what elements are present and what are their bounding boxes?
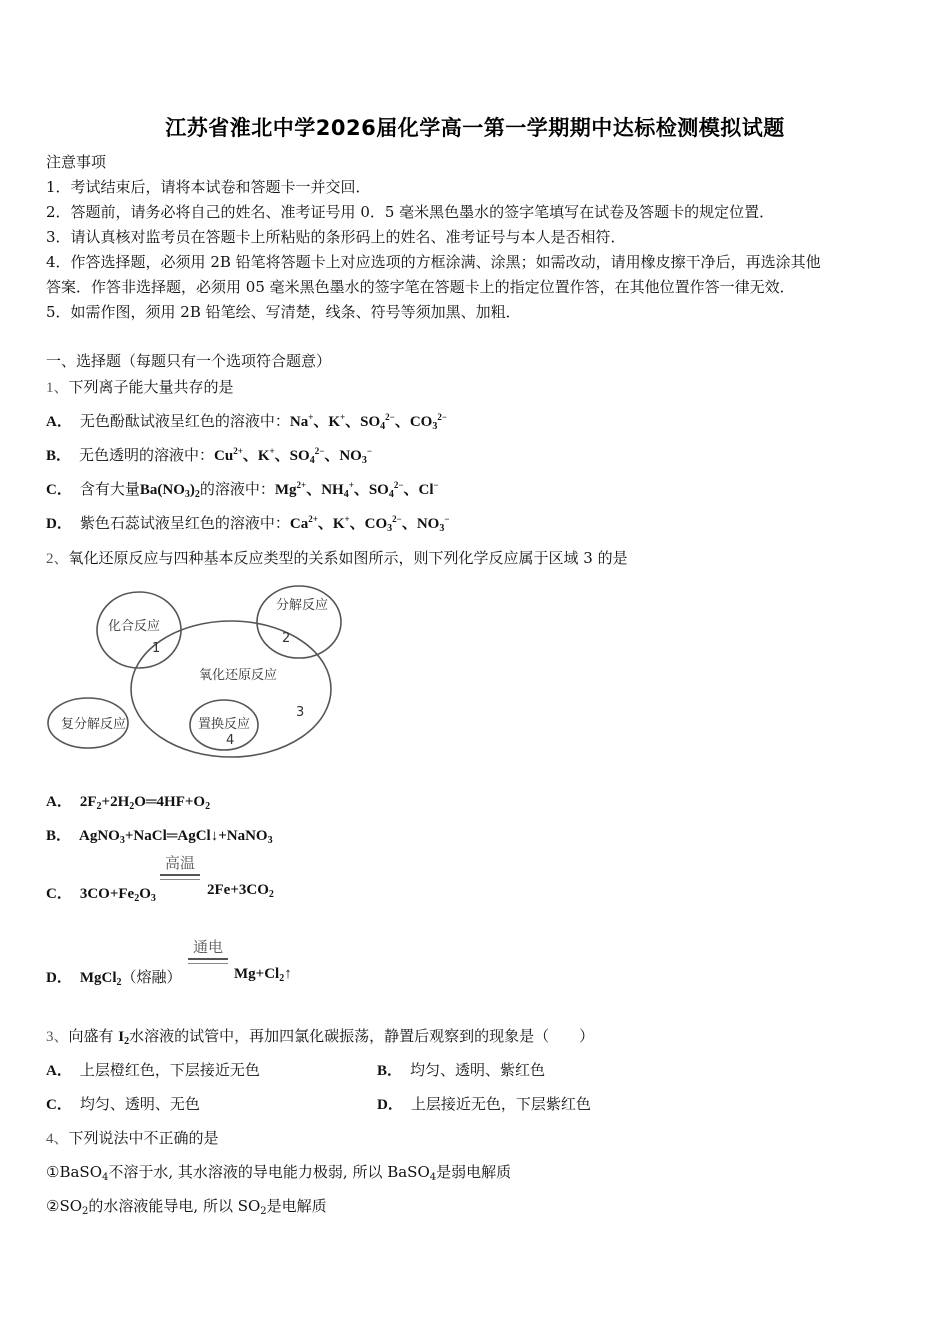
note-item: 3．请认真核对监考员在答题卡上所粘贴的条形码上的姓名、准考证号与本人是否相符． — [46, 228, 626, 246]
reaction-relationship-diagram — [44, 582, 349, 760]
equation-reactants: $3CO+Fe_2O_3$ — [79, 886, 156, 904]
q1-option-b[interactable] — [46, 444, 372, 466]
equation-reactants: MgCl$_2$ — [79, 970, 122, 988]
question-number: 3、 — [46, 1029, 69, 1045]
option-label: D． — [46, 970, 72, 986]
q1-option-a[interactable] — [46, 410, 447, 432]
option-text: 上层橙红色，下层接近无色 — [79, 1061, 260, 1079]
label-decomposition: 分解反应 — [276, 598, 329, 613]
reaction-condition-high-temp — [160, 852, 200, 880]
condition-text: 通电 — [192, 938, 223, 956]
label-redox: 氧化还原反应 — [199, 668, 278, 683]
formula-text: BaSO — [59, 1163, 102, 1181]
note-item: 4．作答选择题，必须用 2B 铅笔将答题卡上对应选项的方框涂满、涂黑；如需改动，请用橡皮擦干净后，再选涂其他 — [46, 253, 821, 271]
equals-bar — [188, 958, 228, 964]
q3-option-c[interactable] — [46, 1093, 200, 1114]
option-text: 无色透明的溶液中： — [79, 446, 215, 464]
q2-option-a[interactable] — [46, 790, 210, 812]
question-number: 4、 — [46, 1131, 69, 1147]
note-item: 1．考试结束后，请将本试卷和答题卡一并交回． — [46, 178, 371, 196]
statement-mark: ② — [46, 1197, 60, 1215]
option-text: 上层接近无色，下层紫红色 — [410, 1095, 591, 1113]
q2-option-d[interactable] — [46, 966, 182, 988]
ion-formula: $Mg^{2+}$、$NH_4^+$、$SO_4^{2-}$、Cl− — [274, 480, 439, 500]
q3-option-b[interactable] — [377, 1059, 545, 1080]
note-item: 5．如需作图，须用 2B 铅笔绘、写清楚，线条、符号等须加黑、加粗． — [46, 303, 521, 321]
option-text: 均匀、透明、无色 — [79, 1095, 200, 1113]
iodine-formula: $I_2$ — [118, 1029, 130, 1047]
equation: $2F_2+2H_2O═4HF+O_2$ — [79, 794, 211, 812]
note-item: 2．答题前，请务必将自己的姓名、准考证号用 0．5 毫米黑色墨水的签字笔填写在试卷及答题卡的规定位置． — [46, 203, 775, 221]
statement-text: 的水溶液能导电, 所以 SO — [88, 1197, 261, 1215]
section-heading: 一、选择题（每题只有一个选项符合题意） — [46, 352, 332, 370]
equals-bar — [160, 874, 200, 880]
option-text: 紫色石蕊试液呈红色的溶液中： — [79, 514, 290, 532]
region-2: 2 — [282, 631, 291, 646]
condition-text: 高温 — [164, 854, 195, 872]
equation-products: $2Fe+3CO_2$ — [207, 882, 274, 900]
statement-mark: ① — [46, 1163, 60, 1181]
question-1-stem — [46, 376, 234, 397]
q4-statement-1: ①BaSO$_4$不溶于水, 其水溶液的导电能力极弱, 所以 BaSO$_4$是弱电解质 — [46, 1163, 512, 1183]
formula-text: SO — [59, 1197, 83, 1215]
decomposition-reaction-circle — [257, 586, 341, 658]
q1-option-d[interactable] — [46, 512, 449, 534]
statement-text: 不溶于水, 其水溶液的导电能力极弱, 所以 BaSO — [108, 1163, 430, 1181]
option-text: 无色酚酞试液呈红色的溶液中： — [79, 412, 290, 430]
region-4: 4 — [226, 733, 235, 748]
statement-text: 是电解质 — [266, 1197, 327, 1215]
label-combination: 化合反应 — [108, 619, 161, 634]
option-label: C． — [46, 482, 72, 498]
note-item: 答案．作答非选择题，必须用 05 毫米黑色墨水的签字笔在答题卡上的指定位置作答，在其他位置作答一律无效． — [46, 278, 795, 296]
option-label: A． — [46, 1063, 72, 1079]
question-4-stem — [46, 1127, 219, 1148]
statement-text: 是弱电解质 — [436, 1163, 512, 1181]
ion-formula: $Ca^{2+}$、K+、$CO_3^{2-}$、$NO_3^-$ — [289, 514, 450, 534]
option-label: A． — [46, 794, 72, 810]
region-3: 3 — [296, 705, 305, 720]
question-number: 2、 — [46, 551, 69, 567]
question-text: 氧化还原反应与四种基本反应类型的关系如图所示，则下列化学反应属于区域 3 的是 — [68, 549, 628, 567]
option-label: C． — [46, 886, 72, 902]
molten-note: （熔融） — [121, 968, 182, 986]
q2-option-c[interactable] — [46, 882, 156, 904]
option-label: B． — [46, 828, 72, 844]
q2-option-b[interactable] — [46, 824, 273, 846]
question-2-stem — [46, 547, 628, 568]
label-displacement: 置换反应 — [198, 717, 251, 732]
ion-formula: $Cu^{2+}$、K+、$SO_4^{2-}$、$NO_3^-$ — [214, 446, 372, 466]
question-text: 水溶液的试管中，再加四氯化碳振荡，静置后观察到的现象是（ ） — [129, 1027, 595, 1045]
q3-option-a[interactable] — [46, 1059, 260, 1080]
option-label: A． — [46, 414, 72, 430]
q1-option-c[interactable] — [46, 478, 439, 500]
label-double-displacement: 复分解反应 — [61, 717, 127, 732]
question-text: 下列离子能大量共存的是 — [68, 378, 234, 396]
equation: AgNO$_3$+NaCl═AgCl↓+NaNO$_3$ — [79, 828, 273, 846]
option-label: B． — [377, 1063, 403, 1079]
compound-formula: $Ba(NO_3)_2$ — [139, 482, 200, 500]
option-text: 含有大量 — [79, 480, 140, 498]
question-text: 下列说法中不正确的是 — [68, 1129, 219, 1147]
option-label: C． — [46, 1097, 72, 1113]
q3-option-d[interactable] — [377, 1093, 591, 1114]
q4-statement-2: $②SO_2$的水溶液能导电, 所以 $SO_2$是电解质 — [46, 1197, 327, 1217]
question-3-stem — [46, 1025, 594, 1047]
ion-formula: Na+、K+、$SO_4^{2-}$、$CO_3^{2-}$ — [289, 412, 447, 432]
option-text: 的溶液中： — [199, 480, 275, 498]
question-text: 向盛有 — [68, 1027, 119, 1045]
option-label: D． — [377, 1097, 403, 1113]
option-label: B． — [46, 448, 72, 464]
option-text: 均匀、透明、紫红色 — [410, 1061, 546, 1079]
question-number: 1、 — [46, 380, 69, 396]
equation-products: $Mg+Cl_2↑$ — [234, 966, 292, 984]
notes-heading: 注意事项 — [46, 153, 107, 171]
page-title: 江苏省淮北中学2026届化学高一第一学期期中达标检测模拟试题 — [165, 116, 785, 140]
region-1: 1 — [152, 641, 161, 656]
reaction-condition-electricity — [188, 936, 228, 964]
option-label: D． — [46, 516, 72, 532]
